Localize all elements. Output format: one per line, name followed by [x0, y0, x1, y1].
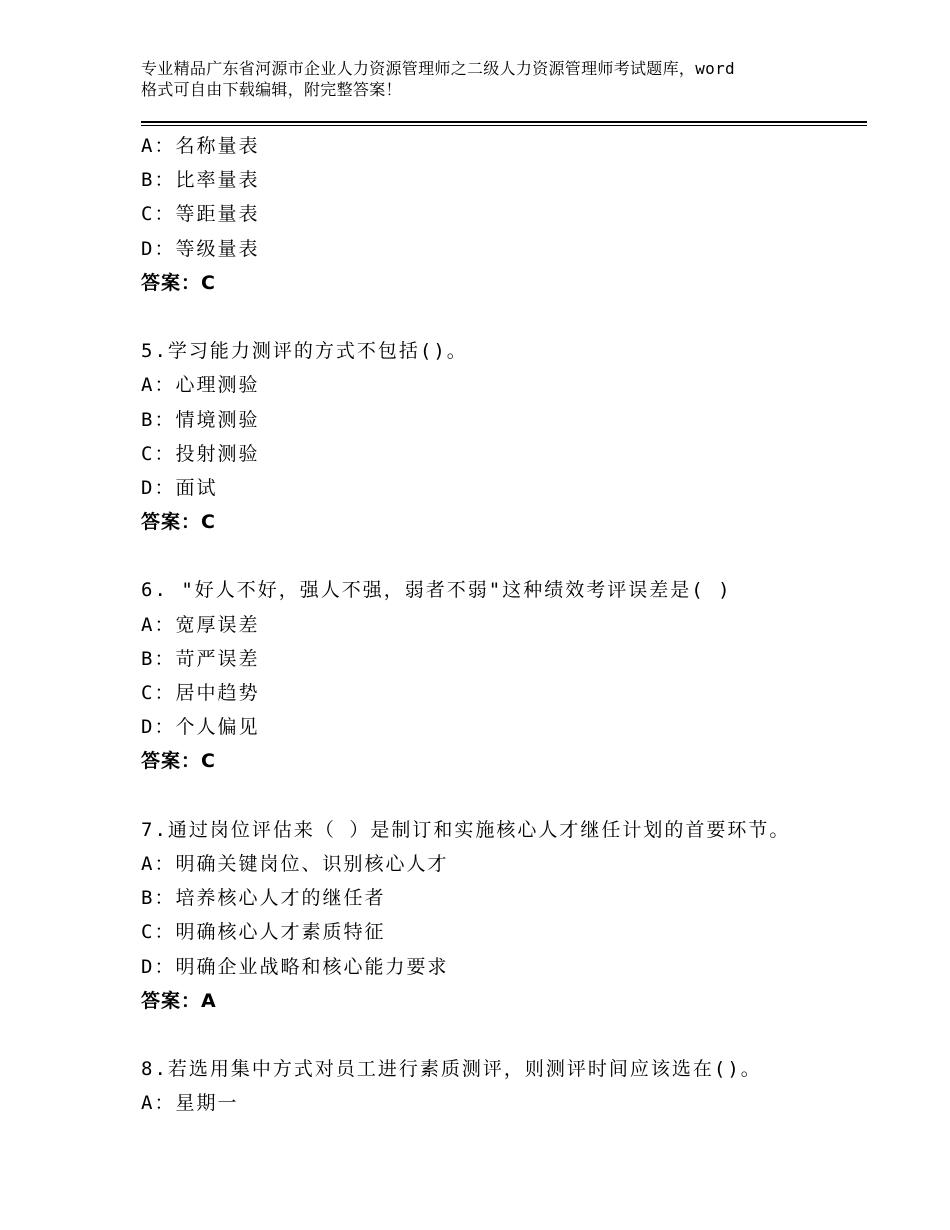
header-rule-thin — [141, 125, 867, 126]
document-header — [141, 58, 841, 100]
spacer — [141, 1018, 867, 1052]
question-list — [141, 129, 867, 1120]
option-d: D：明确企业战略和核心能力要求 — [141, 955, 449, 978]
spacer — [141, 300, 867, 334]
answer-label: 答案：A — [141, 989, 217, 1012]
option-d: D：面试 — [141, 476, 218, 499]
question-text: 8.若选用集中方式对员工进行素质测评，则测评时间应该选在()。 — [141, 1058, 762, 1081]
header-line-2: 格式可自由下载编辑，附完整答案！ — [141, 80, 402, 99]
question-block-5 — [141, 334, 867, 539]
question-text: 7.通过岗位评估来（ ）是制订和实施核心人才继任计划的首要环节。 — [141, 818, 791, 841]
answer-label: 答案：C — [141, 511, 216, 534]
question-block-6 — [141, 573, 867, 778]
spacer — [141, 539, 867, 573]
option-c: C：居中趋势 — [141, 682, 260, 704]
option-d: D：等级量表 — [141, 237, 260, 260]
header-rule-thick — [141, 121, 867, 123]
answer-label: 答案：C — [141, 750, 216, 773]
question-text: 6. "好人不好，强人不强，弱者不弱"这种绩效考评误差是( ) — [141, 579, 732, 602]
option-a: A：明确关键岗位、识别核心人才 — [141, 852, 449, 875]
option-a: A：宽厚误差 — [141, 613, 260, 636]
option-c: C：等距量表 — [141, 203, 260, 226]
question-block-7 — [141, 813, 867, 1018]
question-text: 5.学习能力测评的方式不包括()。 — [141, 340, 468, 363]
spacer — [141, 779, 867, 813]
header-line-1: 专业精品广东省河源市企业人力资源管理师之二级人力资源管理师考试题库，word — [141, 59, 735, 78]
option-d: D：个人偏见 — [141, 716, 260, 739]
option-b: B：培养核心人才的继任者 — [141, 887, 386, 910]
option-b: B：苛严误差 — [141, 647, 260, 670]
option-a: A：星期一 — [141, 1092, 239, 1115]
option-c: C：投射测验 — [141, 442, 260, 465]
answer-label: 答案：C — [141, 271, 216, 294]
option-a: A：名称量表 — [141, 135, 260, 157]
question-block-8 — [141, 1052, 867, 1120]
question-block-prev — [141, 129, 867, 300]
option-b: B：比率量表 — [141, 169, 260, 192]
option-a: A：心理测验 — [141, 374, 260, 397]
option-c: C：明确核心人才素质特征 — [141, 921, 386, 944]
option-b: B：情境测验 — [141, 408, 260, 431]
